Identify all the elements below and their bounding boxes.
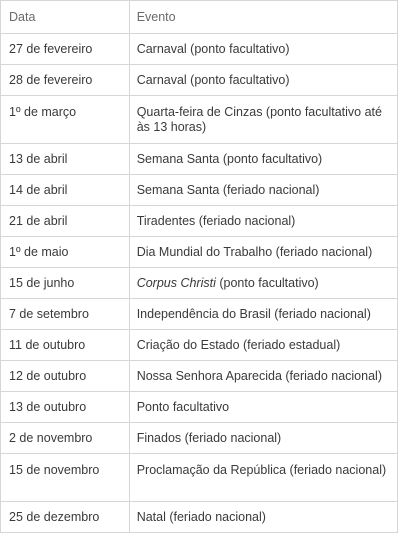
event-cell: Finados (feriado nacional) [130, 423, 398, 453]
table-row [1, 175, 398, 206]
event-cell: Criação do Estado (feriado estadual) [130, 330, 398, 360]
date-cell: 15 de novembro [1, 454, 130, 501]
table-row [1, 237, 398, 268]
table-row [1, 206, 398, 237]
header-event: Evento [130, 1, 398, 33]
date-cell: 12 de outubro [1, 361, 130, 391]
event-text: (ponto facultativo) [215, 276, 319, 290]
event-cell: Quarta-feira de Cinzas (ponto facultativo até às 13 horas) [130, 96, 398, 143]
date-cell: 13 de abril [1, 144, 130, 174]
table-row [1, 34, 398, 65]
date-cell: 25 de dezembro [1, 502, 130, 532]
date-cell: 27 de fevereiro [1, 34, 130, 64]
event-cell [130, 268, 398, 298]
event-cell: Ponto facultativo [130, 392, 398, 422]
event-cell: Nossa Senhora Aparecida (feriado nacional) [130, 361, 398, 391]
table-row [1, 361, 398, 392]
event-cell: Dia Mundial do Trabalho (feriado nacional) [130, 237, 398, 267]
table-header-row [1, 1, 398, 34]
date-cell: 21 de abril [1, 206, 130, 236]
event-cell: Carnaval (ponto facultativo) [130, 65, 398, 95]
table-row [1, 454, 398, 502]
event-cell: Natal (feriado nacional) [130, 502, 398, 532]
table-row [1, 65, 398, 96]
table-row [1, 502, 398, 533]
header-date: Data [1, 1, 130, 33]
event-cell: Independência do Brasil (feriado nacional) [130, 299, 398, 329]
table-row [1, 392, 398, 423]
event-italic-text: Corpus Christi [136, 276, 216, 290]
event-cell: Proclamação da República (feriado nacional) [130, 454, 398, 501]
date-cell: 11 de outubro [1, 330, 130, 360]
date-cell: 13 de outubro [1, 392, 130, 422]
table-row [1, 423, 398, 454]
table-row [1, 96, 398, 144]
table-row [1, 330, 398, 361]
date-cell: 7 de setembro [1, 299, 130, 329]
date-cell: 2 de novembro [1, 423, 130, 453]
table-row [1, 268, 398, 299]
date-cell: 1º de março [1, 96, 130, 143]
event-cell: Semana Santa (ponto facultativo) [130, 144, 398, 174]
date-cell: 1º de maio [1, 237, 130, 267]
event-cell: Semana Santa (feriado nacional) [130, 175, 398, 205]
table-row [1, 144, 398, 175]
date-cell: 14 de abril [1, 175, 130, 205]
event-cell: Carnaval (ponto facultativo) [130, 34, 398, 64]
table-row [1, 299, 398, 330]
date-cell: 15 de junho [1, 268, 130, 298]
date-cell: 28 de fevereiro [1, 65, 130, 95]
event-cell: Tiradentes (feriado nacional) [130, 206, 398, 236]
